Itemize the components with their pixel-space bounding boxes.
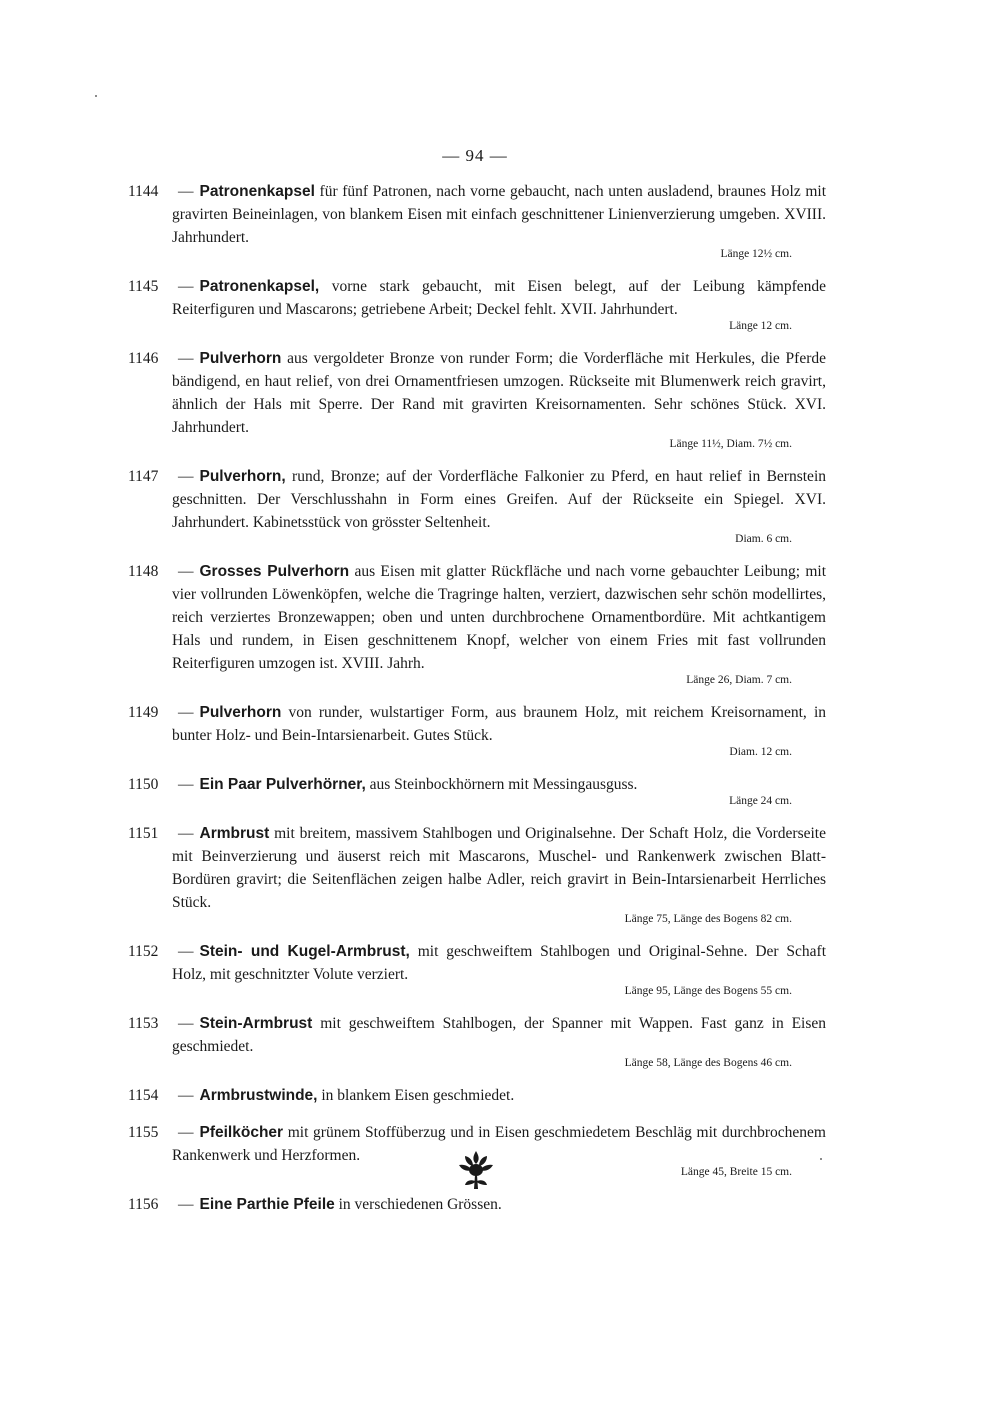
entry-number: 1154 bbox=[128, 1087, 159, 1104]
entry-number: 1148 bbox=[128, 563, 159, 580]
entry-body bbox=[128, 773, 826, 796]
entry-number: 1147 bbox=[128, 468, 159, 485]
catalog-entry bbox=[128, 940, 826, 998]
entry-title: Eine Parthie Pfeile bbox=[199, 1196, 335, 1213]
entry-number: 1149 bbox=[128, 704, 159, 721]
entry-dimensions: Länge 75, Länge des Bogens 82 cm. bbox=[624, 913, 792, 925]
entry-dash: — bbox=[178, 1087, 194, 1104]
entry-dash: — bbox=[178, 704, 194, 721]
entry-number: 1144 bbox=[128, 183, 159, 200]
entry-dimensions: Länge 12 cm. bbox=[729, 320, 792, 332]
entry-body bbox=[128, 347, 826, 439]
entry-title: Patronenkapsel bbox=[199, 183, 315, 200]
entry-number: 1145 bbox=[128, 278, 159, 295]
entry-body bbox=[128, 822, 826, 914]
entry-number: 1152 bbox=[128, 943, 159, 960]
page-number: — 94 — bbox=[442, 146, 508, 165]
entry-dash: — bbox=[178, 1015, 194, 1032]
catalog-entry bbox=[128, 701, 826, 759]
floral-tailpiece-icon bbox=[453, 1147, 499, 1193]
catalog-entries bbox=[128, 180, 826, 1230]
catalog-entry bbox=[128, 1012, 826, 1070]
entry-text: für fünf Patronen, nach vorne gebaucht, nach unten ausladend, braunes Holz mit gravirten Beineinlagen, von blankem Eisen mit einfach geschnittener Linienverzierung umgeben. XVIII. Jahrhundert. bbox=[172, 183, 826, 246]
entry-text: in verschiedenen Grössen. bbox=[338, 1196, 502, 1213]
entry-dash: — bbox=[178, 183, 194, 200]
catalog-entry bbox=[128, 1193, 826, 1216]
entry-title: Pulverhorn bbox=[199, 350, 282, 367]
entry-dash: — bbox=[178, 468, 194, 485]
entry-number: 1151 bbox=[128, 825, 159, 842]
entry-dimensions: Länge 58, Länge des Bogens 46 cm. bbox=[624, 1057, 792, 1069]
catalog-entry bbox=[128, 465, 826, 546]
entry-body bbox=[128, 1012, 826, 1058]
entry-title: Stein-Armbrust bbox=[199, 1015, 313, 1032]
catalog-entry bbox=[128, 275, 826, 333]
entry-dimensions: Länge 11½, Diam. 7½ cm. bbox=[669, 438, 792, 450]
entry-text: in blankem Eisen geschmiedet. bbox=[321, 1087, 515, 1104]
entry-text: mit geschweiftem Stahlbogen und Original-Sehne. Der Schaft Holz, mit geschnitzter Volute verziert. bbox=[172, 943, 827, 983]
entry-dimensions: Länge 45, Breite 15 cm. bbox=[680, 1166, 792, 1178]
entry-dash: — bbox=[178, 278, 194, 295]
entry-dimensions: Länge 24 cm. bbox=[729, 795, 792, 807]
catalog-entry bbox=[128, 773, 826, 808]
entry-text: aus vergoldeter Bronze von runder Form; die Vorderfläche mit Herkules, die Pferde bändigend, en haut relief, von drei Ornamentfriesen umzogen. Rückseite mit Blumenwerk reich gravirt, ähnlich der Hals mit Sperre. Der Rand mit gravirten Kreisornamenten. Sehr schönes Stück. XVI. Jahrhundert. bbox=[172, 350, 826, 436]
entry-body bbox=[128, 701, 826, 747]
entry-title: Pfeilköcher bbox=[199, 1124, 284, 1141]
paper-speck bbox=[95, 95, 97, 97]
entry-title: Armbrustwinde, bbox=[199, 1087, 318, 1104]
entry-dimensions: Diam. 6 cm. bbox=[735, 533, 792, 545]
paper-speck bbox=[820, 1158, 822, 1160]
entry-body bbox=[128, 560, 826, 675]
entry-text: von runder, wulstartiger Form, aus braunem Holz, mit reichem Kreisornament, in bunter Holz- und Bein-Intarsienarbeit. Gutes Stück. bbox=[172, 704, 827, 744]
catalog-entry bbox=[128, 347, 826, 451]
entry-body bbox=[128, 940, 826, 986]
entry-title: Patronenkapsel, bbox=[199, 278, 320, 295]
entry-text: aus Steinbockhörnern mit Messingausguss. bbox=[369, 776, 638, 793]
entry-number: 1156 bbox=[128, 1196, 159, 1213]
entry-text: mit breitem, massivem Stahlbogen und Originalsehne. Der Schaft Holz, die Vorderseite mit Beinverzierung und äuserst reich mit Mascarons, Muschel- und Rankenwerk zwischen Blatt-Bordüren gravirt; die Seitenflächen zeigen halbe Adler, reich gravirt in Bein-Intarsienarbeit Herrliches Stück. bbox=[172, 825, 826, 911]
entry-body bbox=[128, 275, 826, 321]
entry-dimensions: Länge 12½ cm. bbox=[720, 248, 792, 260]
entry-dash: — bbox=[178, 1124, 194, 1141]
entry-text: rund, Bronze; auf der Vorderfläche Falkonier zu Pferd, en haut relief in Bernstein geschnitten. Der Verschlusshahn in Form eines Greifen. Auf der Rückseite ein Spiegel. XVI. Jahrhundert. Kabinetsstück von grösster Seltenheit. bbox=[172, 468, 826, 531]
entry-text: aus Eisen mit glatter Rückfläche und nach vorne gebauchter Leibung; mit vier vollrunden Löwenköpfen, welche die Tragringe halten, verziert, dazwischen sehr schön modellirtes, reich verziertes Bronzewappen; oben und unten durchbrochene Ornamentbordüre. Mit achtkantigem Hals und rundem, in Eisen geschnittenem Knopf, welcher von einem Fries mit fast vollrunden Reiterfiguren umzogen ist. XVIII. Jahrh. bbox=[172, 563, 827, 672]
entry-title: Ein Paar Pulverhörner, bbox=[199, 776, 366, 793]
entry-title: Pulverhorn, bbox=[199, 468, 286, 485]
catalog-entry bbox=[128, 822, 826, 926]
entry-dash: — bbox=[178, 350, 194, 367]
entry-dimensions: Diam. 12 cm. bbox=[729, 746, 792, 758]
entry-title: Stein- und Kugel-Armbrust, bbox=[199, 943, 410, 960]
entry-dash: — bbox=[178, 563, 194, 580]
entry-dash: — bbox=[178, 943, 194, 960]
entry-dash: — bbox=[178, 776, 194, 793]
entry-number: 1155 bbox=[128, 1124, 159, 1141]
entry-dash: — bbox=[178, 825, 194, 842]
entry-dash: — bbox=[178, 1196, 194, 1213]
entry-dimensions: Länge 26, Diam. 7 cm. bbox=[686, 674, 792, 686]
catalog-entry bbox=[128, 560, 826, 687]
entry-body bbox=[128, 1084, 826, 1107]
entry-number: 1150 bbox=[128, 776, 159, 793]
entry-title: Pulverhorn bbox=[199, 704, 282, 721]
entry-title: Armbrust bbox=[199, 825, 270, 842]
entry-title: Grosses Pulverhorn bbox=[199, 563, 350, 580]
entry-number: 1153 bbox=[128, 1015, 159, 1032]
entry-body bbox=[128, 180, 826, 249]
entry-text: mit geschweiftem Stahlbogen, der Spanner mit Wappen. Fast ganz in Eisen geschmiedet. bbox=[172, 1015, 827, 1055]
catalog-entry bbox=[128, 1084, 826, 1107]
entry-text: mit grünem Stoffüberzug und in Eisen geschmiedetem Beschläg mit durchbrochenem Rankenwerk und Herzformen. bbox=[172, 1124, 826, 1164]
entry-body bbox=[128, 465, 826, 534]
entry-text: vorne stark gebaucht, mit Eisen belegt, auf der Leibung kämpfende Reiterfiguren und Mascarons; getriebene Arbeit; Deckel fehlt. XVII. Jahrhundert. bbox=[172, 278, 827, 318]
entry-dimensions: Länge 95, Länge des Bogens 55 cm. bbox=[624, 985, 792, 997]
entry-number: 1146 bbox=[128, 350, 159, 367]
entry-body bbox=[128, 1193, 826, 1216]
catalog-entry bbox=[128, 180, 826, 261]
